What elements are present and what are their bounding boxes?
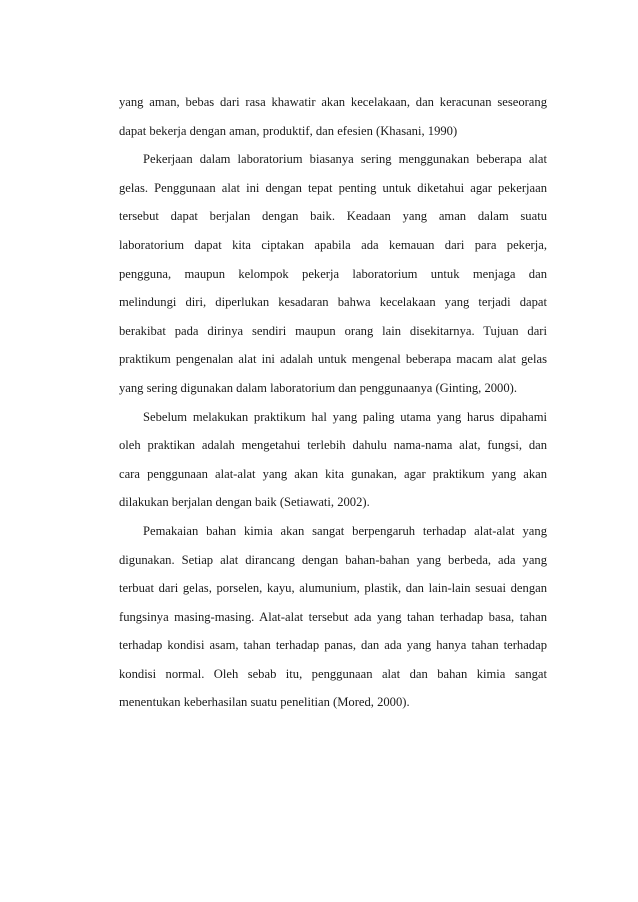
text-line: menentukan keberhasilan suatu penelitian (Mored, 2000). [119,695,410,710]
text-line: dilakukan berjalan dengan baik (Setiawati, 2002). [119,495,370,510]
text-line: kondisi normal. Oleh sebab itu, penggunaan alat dan bahan kimia sangat [119,666,547,681]
paragraph-1 [119,88,547,145]
text-line: fungsinya masing-masing. Alat-alat tersebut ada yang tahan terhadap basa, tahan [119,609,547,624]
text-line: pengguna, maupun kelompok pekerja laboratorium untuk menjaga dan [119,266,547,281]
text-line: Pemakaian bahan kimia akan sangat berpengaruh terhadap alat-alat yang [143,523,547,538]
text-line: melindungi diri, diperlukan kesadaran bahwa kecelakaan yang terjadi dapat [119,295,547,310]
text-line: praktikum pengenalan alat ini adalah untuk mengenal beberapa macam alat gelas [119,352,547,367]
text-line: dapat bekerja dengan aman, produktif, dan efesien (Khasani, 1990) [119,123,458,138]
text-line: laboratorium dapat kita ciptakan apabila ada kemauan dari para pekerja, [119,237,547,252]
text-line: gelas. Penggunaan alat ini dengan tepat penting untuk diketahui agar pekerjaan [119,180,547,195]
text-line: oleh praktikan adalah mengetahui terlebih dahulu nama-nama alat, fungsi, dan [119,438,547,453]
paragraph-4 [119,517,547,717]
paragraph-3 [119,403,547,517]
text-line: terhadap kondisi asam, tahan terhadap panas, dan ada yang hanya tahan terhadap [119,638,547,653]
text-line: berakibat pada dirinya sendiri maupun orang lain disekitarnya. Tujuan dari [119,323,547,338]
paragraph-2 [119,145,547,402]
body-text [119,88,547,717]
text-line: Pekerjaan dalam laboratorium biasanya sering menggunakan beberapa alat [143,152,547,167]
text-line: yang sering digunakan dalam laboratorium dan penggunaanya (Ginting, 2000). [119,380,517,395]
text-line: yang aman, bebas dari rasa khawatir akan kecelakaan, dan keracunan seseorang [119,95,547,109]
text-line: Sebelum melakukan praktikum hal yang paling utama yang harus dipahami [143,409,547,424]
text-line: cara penggunaan alat-alat yang akan kita gunakan, agar praktikum yang akan [119,466,547,481]
text-line: digunakan. Setiap alat dirancang dengan bahan-bahan yang berbeda, ada yang [119,552,547,567]
text-line: terbuat dari gelas, porselen, kayu, alumunium, plastik, dan lain-lain sesuai dengan [119,581,547,596]
text-line: tersebut dapat berjalan dengan baik. Keadaan yang aman dalam suatu [119,209,547,224]
